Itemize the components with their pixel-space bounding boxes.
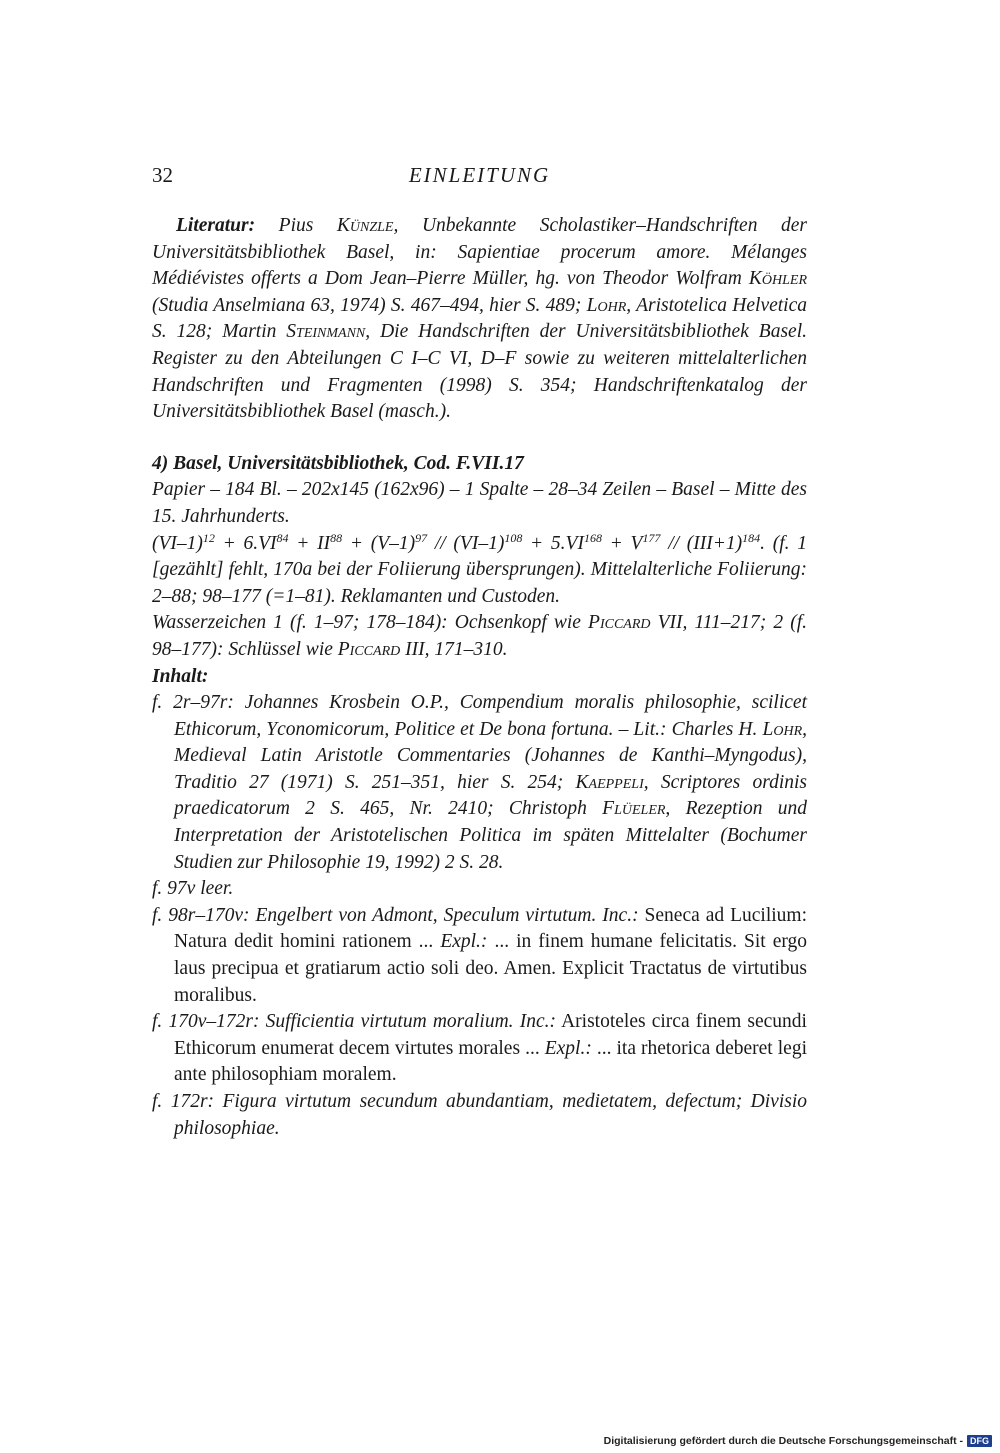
running-head — [152, 163, 807, 193]
literatur-text-3: (Studia Anselmiana 63, 1974) S. 467–494, hier S. 489; — [152, 294, 587, 316]
collation-part: + II — [288, 532, 331, 554]
collation-superscript: 88 — [330, 530, 343, 545]
watermark-description — [152, 610, 807, 663]
item-text: , Rezeption und Interpretation der Aristotelischen Politica im späten Mittelalter (Bochumer Studien zur Philosophie 19, 1992) 2 S. 28. — [174, 798, 807, 873]
dfg-logo: DFG — [967, 1435, 992, 1447]
author-kaeppeli: Kaeppeli — [575, 771, 644, 793]
item-explicit: ... in finem humane felicitatis. Sit ergo laus precipua et gratiarum actio soli deo. Amen. Explicit Tractatus de virtutibus moralibus. — [174, 931, 807, 1006]
collation-part: // (VI–1) — [427, 532, 505, 554]
list-item — [152, 690, 807, 876]
contents-list — [152, 690, 807, 1142]
author-steinmann: Steinmann — [286, 321, 366, 343]
item-text: f. 2r–97r: Johannes Krosbein O.P., Compendium moralis philosophie, scilicet Ethicorum, Yconomicorum, Politice et De bona fortuna. – Lit.: Charles H. — [152, 692, 807, 740]
footer-credit — [604, 1435, 992, 1447]
collation-part: . (f. 1 [gezählt] fehlt, 170a bei der Foliierung übersprungen). Mittelalterliche Foliierung: 2–88; 98–177 (=1–81). Reklamanten und Custoden. — [152, 532, 807, 607]
literatur-paragraph — [152, 213, 807, 426]
item-explicit: ... ita rhetorica deberet legi ante philosophiam moralem. — [174, 1037, 807, 1086]
list-item — [152, 1009, 807, 1089]
watermark-text: VII, 111–217; 2 (f. 98–177): Schlüssel wie — [152, 612, 807, 660]
collation-part: + 5.VI — [522, 532, 584, 554]
collation-superscript: 12 — [202, 530, 215, 545]
collation-superscript: 84 — [276, 530, 289, 545]
list-item — [152, 1089, 807, 1142]
collation-part: + 6.VI — [214, 532, 277, 554]
header-title: EINLEITUNG — [408, 163, 551, 187]
item-incipit: Aristoteles circa finem secundi Ethicorum enumerat decem virtutes morales ... — [174, 1011, 807, 1059]
collation-superscript: 108 — [504, 530, 523, 545]
author-koehler: Köhler — [748, 268, 807, 290]
watermark-text: III, 171–310. — [400, 638, 508, 660]
collation-part: (VI–1) — [152, 532, 203, 554]
item-title: f. 98r–170v: Engelbert von Admont, Speculum virtutum. Inc.: — [152, 904, 639, 926]
collation-part: + (V–1) — [342, 532, 416, 554]
literatur-text-5: , Die Handschriften der Universitätsbibliothek Basel. Register zu den Abteilungen C I–C VI, D–F sowie zu weiteren mittelalterlichen Handschriften und Fragmenten (1998) S. 354; Handschriftenkatalog der Universitätsbibliothek Basel (masch.). — [152, 321, 807, 423]
collation-superscript: 168 — [583, 530, 602, 545]
watermark-text: Wasserzeichen 1 (f. 1–97; 178–184): Ochsenkopf wie — [152, 612, 589, 634]
author-lohr: Lohr — [762, 718, 803, 740]
item-title: f. 170v–172r: Sufficientia virtutum moralium. Inc.: — [152, 1011, 556, 1033]
page-number: 32 — [152, 163, 173, 187]
item-expl-label: Expl.: — [544, 1037, 592, 1059]
item-expl-label: Expl.: — [440, 931, 488, 953]
item-text: , Medieval Latin Aristotle Commentaries (Johannes de Kanthi–Myngodus), Traditio 27 (1971) S. 251–351, hier S. 254; — [174, 718, 807, 793]
collation-superscript: 177 — [642, 530, 661, 545]
author-flueeler: Flüeler — [602, 798, 666, 820]
manuscript-heading: 4) Basel, Universitätsbibliothek, Cod. F.VII.17 — [152, 452, 524, 474]
footer-text: Digitalisierung gefördert durch die Deutsche Forschungsgemeinschaft - — [603, 1435, 963, 1447]
list-item — [152, 903, 807, 1009]
item-text: , Scriptores ordinis praedicatorum 2 S. 465, Nr. 2410; Christoph — [174, 771, 807, 820]
author-piccard: Piccard — [337, 638, 401, 660]
collation — [152, 531, 807, 611]
literatur-text-4: , Aristotelica Helvetica S. 128; Martin — [152, 294, 808, 343]
document-page — [152, 163, 807, 1142]
author-kuenzle: Künzle — [336, 215, 394, 236]
collation-part: // (III+1) — [660, 532, 743, 554]
item-text: f. 97v leer. — [152, 878, 234, 900]
collation-part: + V — [601, 532, 643, 554]
item-text: f. 172r: Figura virtutum secundum abundantiam, medietatem, defectum; Divisio philosophiae. — [152, 1091, 807, 1139]
literatur-text-2: , Unbekannte Scholastiker–Handschriften der Universitätsbibliothek Basel, in: Sapientiae procerum amore. Mélanges Médiévistes offerts a Dom Jean–Pierre Müller, hg. von Theodor Wolfram — [152, 215, 807, 290]
list-item — [152, 876, 807, 903]
author-piccard: Piccard — [588, 612, 651, 634]
author-lohr: Lohr — [586, 294, 627, 316]
collation-superscript: 184 — [742, 530, 761, 545]
collation-superscript: 97 — [415, 530, 428, 545]
item-incipit: Seneca ad Lucilium: Natura dedit homini rationem ... — [174, 904, 808, 953]
literatur-label: Literatur: — [176, 215, 256, 236]
contents-label: Inhalt: — [152, 665, 209, 687]
physical-description: Papier – 184 Bl. – 202x145 (162x96) – 1 Spalte – 28–34 Zeilen – Basel – Mitte des 15. Jahrhunderts. — [152, 479, 807, 527]
literatur-text-1: Pius — [255, 215, 337, 236]
